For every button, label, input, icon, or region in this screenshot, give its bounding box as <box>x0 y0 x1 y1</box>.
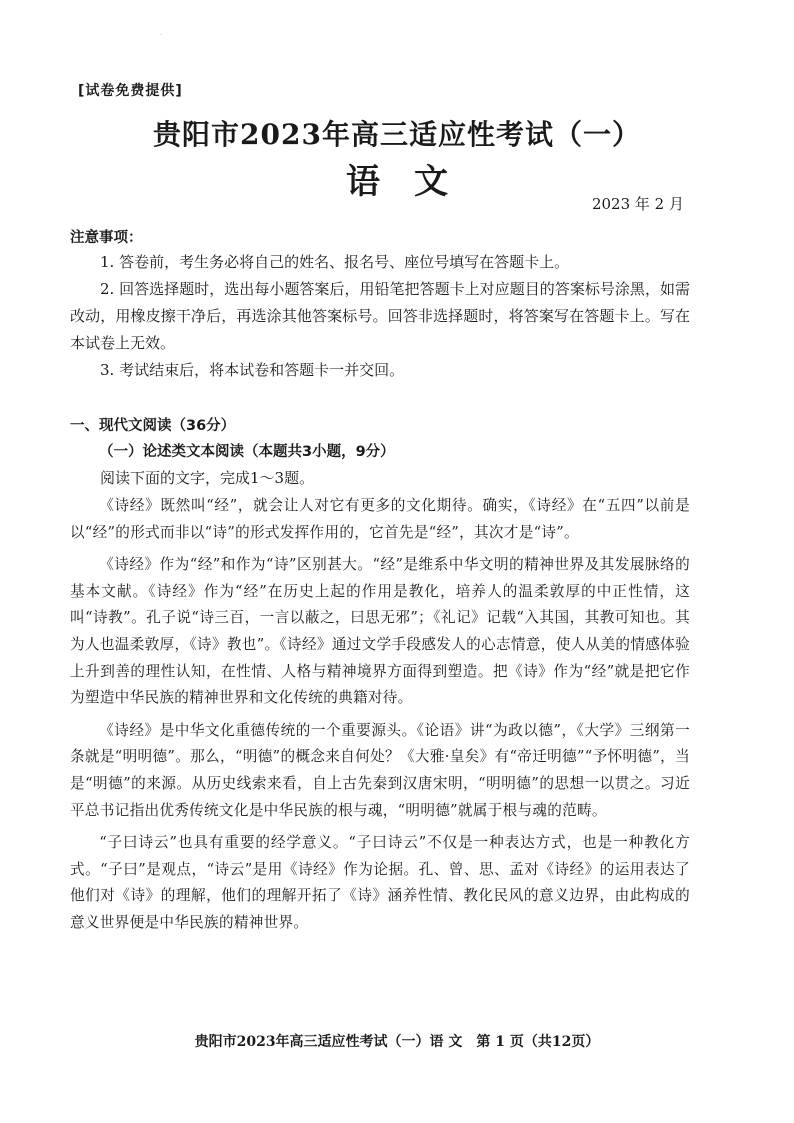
subject-title: 语 文 <box>346 162 448 202</box>
free-tag: [试卷免费提供] <box>78 83 183 99</box>
notice-title: 注意事项： <box>70 230 143 246</box>
reading-passage <box>70 493 690 943</box>
passage-paragraph: 《诗经》是中华文化重德传统的一个重要源头。《论语》讲“为政以德”，《大学》三纲第一条就是“明明德”。那么，“明德”的概念来自何处？《大雅·皇矣》有“帝迁明德”“予怀明德”，当是“明德”的来源。从历史线索来看，自上古先秦到汉唐宋明，“明明德”的思想一以贯之。习近平总书记指出优秀传统文化是中华民族的根与魂，“明明德”就属于根与魂的范畴。 <box>70 721 690 819</box>
section-heading: 一、现代文阅读（36分） <box>70 418 236 434</box>
instruction: 阅读下面的文字，完成1～3题。 <box>100 469 315 487</box>
exam-date: 2023 年 2 月 <box>591 195 684 213</box>
notice-list <box>70 249 690 384</box>
scan-mark: · <box>160 32 162 39</box>
notice-item: 3. 考试结束后，将本试卷和答题卡一并交回。 <box>100 361 405 379</box>
passage-paragraph: 《诗经》作为“经”和作为“诗”区别甚大。“经”是维系中华文明的精神世界及其发展脉络的基本文献。《诗经》作为“经”在历史上起的作用是教化，培养人的温柔敦厚的中正性情，这叫“诗教”。孔子说“诗三百，一言以蔽之，曰思无邪”；《礼记》记载“入其国，其教可知也。其为人也温柔敦厚，《诗》教也”。《诗经》通过文学手段感发人的心志情意，使人从美的情感体验上升到善的理性认知，在性情、人格与精神境界方面得到塑造。把《诗》作为“经”就是把它作为塑造中华民族的精神世界和文化传统的典籍对待。 <box>70 556 690 707</box>
subsection-heading: （一）论述类文本阅读（本题共3小题，9分） <box>99 444 395 460</box>
notice-item: 1. 答卷前，考生务必将自己的姓名、报名号、座位号填写在答题卡上。 <box>100 253 570 271</box>
passage-paragraph: “子曰诗云”也具有重要的经学意义。“子曰诗云”不仅是一种表达方式，也是一种教化方式。“子曰”是观点，“诗云”是用《诗经》作为论据。孔、曾、思、孟对《诗经》的运用表达了他们对《诗》的理解，他们的理解开拓了《诗》涵养性情、教化民风的意义边界，由此构成的意义世界便是中华民族的精神世界。 <box>70 834 690 931</box>
notice-item: 2. 回答选择题时，选出每小题答案后，用铅笔把答题卡上对应题目的答案标号涂黑，如需改动，用橡皮擦干净后，再选涂其他答案标号。回答非选择题时，将答案写在答题卡上。写在本试卷上无效。 <box>70 280 690 352</box>
exam-title: 贵阳市2023年高三适应性考试（一） <box>153 118 641 151</box>
passage-paragraph: 《诗经》既然叫“经”，就会让人对它有更多的文化期待。确实，《诗经》在“五四”以前是以“经”的形式而非以“诗”的形式发挥作用的，它首先是“经”，其次才是“诗”。 <box>70 497 690 541</box>
page-footer: 贵阳市2023年高三适应性考试（一）语 文 第 1 页（共12页） <box>194 1034 600 1050</box>
